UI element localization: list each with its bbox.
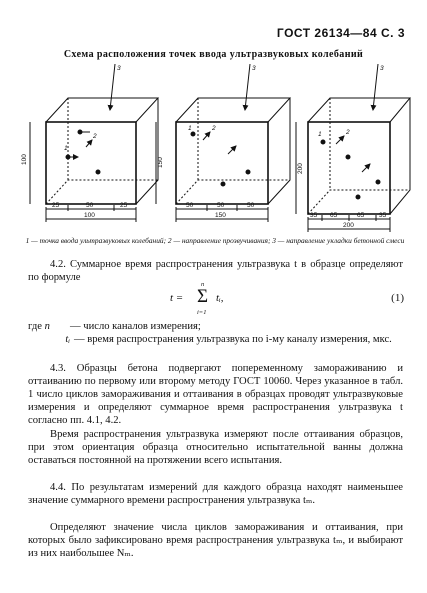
cube-3-height: 200 [297, 163, 304, 174]
cube-3-label-3: 3 [380, 65, 384, 72]
cube-1-total: 100 [84, 212, 95, 219]
paragraph-4-4: 4.4. По результатам измерений для каждого образца находят наименьшее значение суммарного времени распространения ультразвука tₘ. [28, 482, 403, 506]
cube-2-label-1: 1 [188, 125, 192, 132]
cube-3-w1: 35 [310, 212, 318, 219]
cube-2-label-2: 2 [212, 125, 216, 132]
figure-caption: 1 — точка ввода ультразвуковых колебаний; 2 — направление прозвучивания; 3 — направление укладки бетонной смеси [25, 236, 405, 245]
cube-3 [296, 64, 410, 232]
definition-n-text: — число каналов измерения; [70, 321, 201, 332]
paragraph-4-2: 4.2. Суммарное время распространения ультразвука t в образце определяют по формуле [28, 259, 403, 283]
paragraph-4-3: 4.3. Образцы бетона подвергают попеременному замораживанию и оттаиванию по первому или второму методу ГОСТ 10060. Через указанное в табл. 1 число циклов замораживания и оттаивания в образцах проводят ультразвуковые измерения и определяют суммарное время распространения ультразвука t согласно пп. 4.1, 4.2. [28, 363, 403, 426]
where-word: где [28, 321, 42, 332]
cube-1-label-3: 3 [117, 65, 121, 72]
formula-number: (1) [391, 292, 404, 304]
cube-2-total: 150 [215, 212, 226, 219]
cube-2-w2: 50 [217, 202, 225, 209]
cube-3-label-1: 1 [318, 131, 322, 138]
cube-2-w3: 50 [247, 202, 255, 209]
definition-n-symbol: n [44, 321, 50, 332]
figure-title: Схема расположения точек ввода ультразвуковых колебаний [63, 49, 364, 60]
definition-ti-symbol: tᵢ [65, 334, 70, 345]
cube-2-label-3: 3 [252, 65, 256, 72]
cube-1-w3: 25 [120, 202, 128, 209]
cube-1-label-1: 1 [64, 145, 68, 152]
cube-3-total: 200 [343, 222, 354, 229]
cube-3-label-2: 2 [346, 129, 350, 136]
figure-cubes [18, 62, 410, 237]
cube-2-w1: 50 [186, 202, 194, 209]
formula-lhs: t = [170, 292, 184, 304]
page-header: ГОСТ 26134—84 С. 3 [276, 26, 405, 40]
cube-3-w4: 35 [379, 212, 387, 219]
cube-1-w1: 25 [52, 202, 60, 209]
cube-1-label-2: 2 [93, 133, 97, 140]
cube-2-height: 150 [157, 157, 164, 168]
cube-2-dims [157, 65, 256, 219]
formula-rhs: tᵢ, [216, 292, 224, 304]
formula-1 [170, 282, 410, 320]
cube-3-dims [297, 65, 387, 229]
formula-sigma: Σ [197, 286, 209, 307]
cube-2 [156, 64, 290, 222]
cube-3-w2: 65 [330, 212, 338, 219]
cube-1-w2: 50 [86, 202, 94, 209]
formula-upper-limit: n [201, 281, 205, 288]
cube-1-dims [21, 65, 128, 219]
definition-ti [28, 333, 403, 346]
cube-1-height: 100 [21, 154, 28, 165]
cube-3-w3: 65 [357, 212, 365, 219]
definition-ti-text: — время распространения ультразвука по i-му каналу измерения, мкс. [74, 334, 392, 345]
definitions [28, 320, 403, 346]
paragraph-4-4b: Определяют значение числа циклов замораживания и оттаивания, при которых было зафиксировано время распространения ультразвука tₘ, и выбирают из них наибольшее Nₘ. [28, 522, 403, 559]
formula-lower-limit: i=1 [197, 309, 207, 316]
paragraph-4-3b: Время распространения ультразвука измеряют после оттаивания образцов, при этом ориентация образца относительно испытательной ванны должна оставаться постоянной на протяжении всего испытания. [28, 429, 403, 466]
cube-diagram [18, 62, 410, 237]
cube-1 [30, 64, 158, 222]
definition-n [28, 320, 403, 333]
